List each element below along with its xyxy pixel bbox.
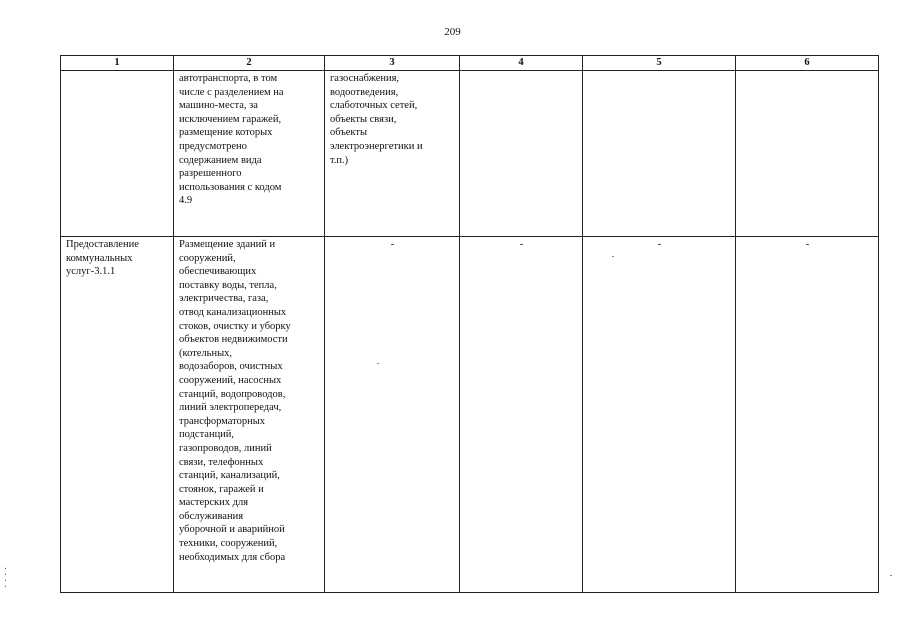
table-cell-col6	[736, 71, 879, 237]
table-header-row	[61, 56, 879, 71]
table-cell-col3: -	[325, 237, 460, 593]
table-row	[61, 71, 879, 237]
table-cell-col6: -	[736, 237, 879, 593]
column-header-1: 1	[61, 56, 174, 71]
column-header-6: 6	[736, 56, 879, 71]
table-cell-use-name	[61, 71, 174, 237]
column-header-2: 2	[174, 56, 325, 71]
table-cell-col4	[460, 71, 583, 237]
table-row	[61, 237, 879, 593]
column-header-4: 4	[460, 56, 583, 71]
table-cell-col3: газоснабжения, водоотведения, слаботочных сетей, объекты связи, объекты электроэнергетики и т.п.)	[325, 71, 460, 237]
scan-artifact: · · · ·	[3, 564, 8, 591]
scan-speck	[890, 575, 892, 576]
land-use-table	[60, 55, 879, 593]
table-cell-col5	[583, 71, 736, 237]
column-header-5: 5	[583, 56, 736, 71]
column-header-3: 3	[325, 56, 460, 71]
scan-speck	[612, 256, 614, 257]
page-number: 209	[444, 26, 461, 38]
table-cell-col5: -	[583, 237, 736, 593]
table-cell-use-description: Размещение зданий и сооружений, обеспечивающих поставку воды, тепла, электричества, газа, отвод канализационных стоков, очистку и уборку объектов недвижимости (котельных, водозаборов, очистных сооружений, насосных станций, водопроводов, линий электропередач, трансформаторных подстанций, газопроводов, линий связи, телефонных станций, канализаций, стоянок, гаражей и мастерских для обслуживания уборочной и аварийной техники, сооружений, необходимых для сбора	[174, 237, 325, 593]
scan-speck	[377, 363, 379, 364]
table-cell-use-description: автотранспорта, в том числе с разделением на машино-места, за исключением гаражей, размещение которых предусмотрено содержанием вида разрешенного использования с кодом 4.9	[174, 71, 325, 237]
table-cell-col4: -	[460, 237, 583, 593]
table-cell-use-name: Предоставление коммунальных услуг-3.1.1	[61, 237, 174, 593]
